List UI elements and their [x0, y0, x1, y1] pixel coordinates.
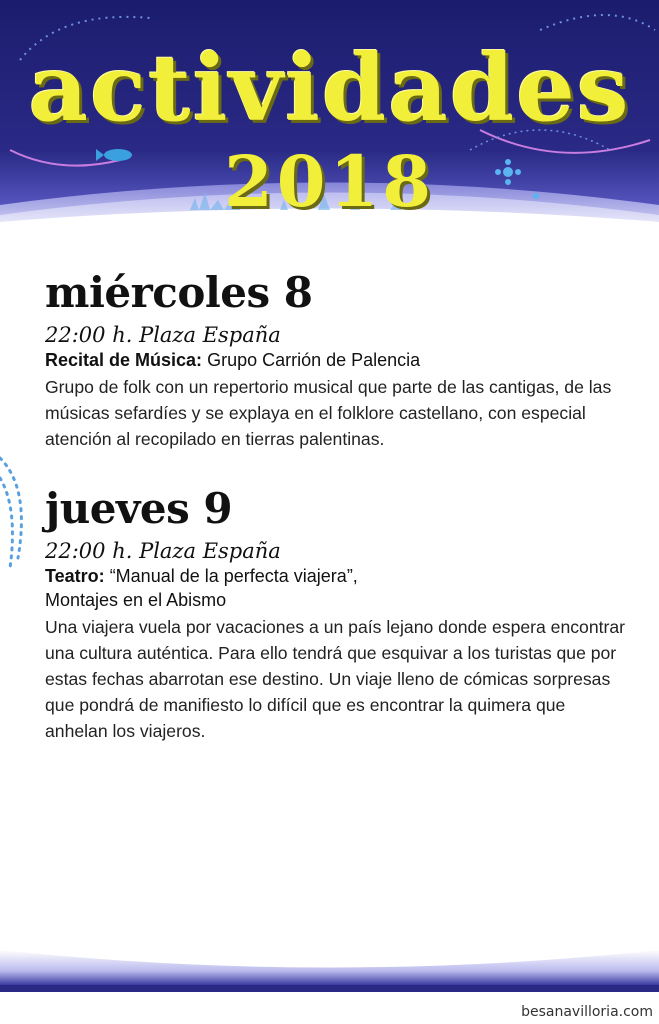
event-item [45, 270, 625, 452]
header-title: actividades [28, 34, 631, 142]
dotted-swirl-decoration [0, 448, 40, 578]
event-time: 22:00 h. Plaza España [45, 539, 281, 563]
footer-wave [0, 940, 659, 1000]
event-item [45, 486, 625, 744]
event-category: Teatro: [45, 566, 105, 586]
event-title: Grupo Carrión de Palencia [207, 350, 421, 370]
footer-credit: besanavilloria.com [521, 1004, 653, 1020]
event-title: “Manual de la perfecta viajera”, [109, 566, 358, 586]
event-title-line2: Montajes en el Abismo [45, 590, 227, 610]
header-banner [0, 0, 659, 240]
header-year: 2018 [224, 140, 435, 223]
event-time: 22:00 h. Plaza España [45, 323, 281, 347]
event-heading [45, 348, 625, 372]
event-description: Una viajera vuela por vacaciones a un país lejano donde espera encontrar una cultura auténtica. Para ello tendrá que esquivar a los turistas que por estas fechas abarrotan ese destino. Un viaje lleno de cómicas sorpresas que pondrá de manifiesto lo difícil que es encontrar la quimera que anhelan los viajeros. [45, 617, 625, 741]
event-description: Grupo de folk con un repertorio musical que parte de las cantigas, de las músicas sefardíes y se explaya en el folklore castellano, con especial atención al recopilado en tierras palentinas. [45, 377, 612, 449]
event-day: miércoles 8 [45, 268, 313, 317]
event-category: Recital de Música: [45, 350, 203, 370]
event-day: jueves 9 [45, 484, 233, 533]
event-heading [45, 564, 625, 612]
